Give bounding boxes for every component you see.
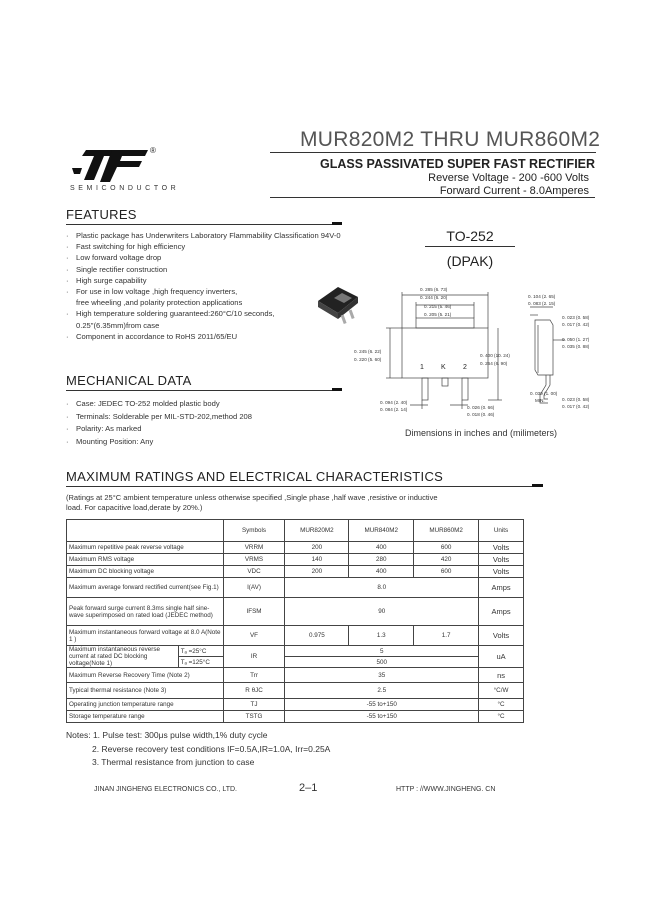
dim-label: 0. 084 (2. 14)	[380, 407, 408, 412]
param-cell: Maximum average forward rectified current(see Fig.1)	[67, 578, 224, 598]
package-name: TO-252	[446, 228, 494, 244]
table-row	[67, 566, 524, 578]
value-cell: -55 to+150	[285, 699, 479, 711]
table-row	[67, 598, 524, 626]
ratings-heading: MAXIMUM RATINGS AND ELECTRICAL CHARACTERISTICS	[66, 469, 444, 484]
unit-cell: Volts	[479, 566, 524, 578]
table-row	[67, 646, 524, 657]
symbol-cell: IR	[223, 646, 285, 668]
value-cell: -55 to+150	[285, 711, 479, 723]
condition-cell: Tₐ =25°C	[178, 646, 223, 657]
dim-label: 0. 023 (0. 58)	[562, 315, 590, 320]
unit-cell: ns	[479, 668, 524, 683]
table-row	[67, 699, 524, 711]
notes-label: Notes:	[66, 730, 91, 740]
param-cell: Storage temperature range	[67, 711, 224, 723]
table-row	[67, 542, 524, 554]
package-alt-name: (DPAK)	[446, 253, 494, 269]
table-row	[67, 683, 524, 699]
unit-cell: uA	[479, 646, 524, 668]
column-header: MUR840M2	[349, 520, 414, 542]
dim-label: 0. 026 (0. 66)	[467, 405, 495, 410]
note-item: 3. Thermal resistance from junction to case	[92, 757, 255, 767]
dimensions-caption: Dimensions in inches and (milimeters)	[405, 428, 558, 438]
list-item: · Mounting Position: Any	[66, 436, 154, 446]
dim-label: 0. 205 (5. 21)	[424, 312, 452, 317]
param-cell: Typical thermal resistance (Note 3)	[67, 683, 224, 699]
document-subtitle: GLASS PASSIVATED SUPER FAST RECTIFIER	[320, 157, 596, 171]
unit-cell: Volts	[479, 542, 524, 554]
column-header: MUR860M2	[414, 520, 479, 542]
features-rule-accent	[332, 222, 342, 225]
param-cell: Maximum repetitive peak reverse voltage	[67, 542, 224, 554]
list-item-continuation: 0.25"(6.35mm)from case	[76, 320, 160, 330]
ratings-rule	[66, 486, 543, 487]
value-cell: 35	[285, 668, 479, 683]
list-item: · High temperature soldering guaranteed:260°C/10 seconds,	[66, 309, 275, 319]
ratings-rule-accent	[532, 484, 543, 487]
document-title: MUR820M2 THRU MUR860M2	[300, 128, 601, 151]
value-cell: 280	[349, 554, 414, 566]
features-heading: FEATURES	[66, 207, 137, 222]
dim-label: 0. 017 (0. 42)	[562, 322, 590, 327]
list-item: · Case: JEDEC TO-252 molded plastic body	[66, 399, 220, 408]
symbol-cell: IFSM	[223, 598, 285, 626]
symbol-cell: TJ	[223, 699, 285, 711]
unit-cell: Amps	[479, 598, 524, 626]
list-item: · Single rectifier construction	[66, 264, 168, 274]
page-number: 2–1	[299, 782, 318, 794]
reverse-voltage-spec: Reverse Voltage - 200 -600 Volts	[428, 172, 589, 184]
package-label	[425, 228, 515, 269]
dim-label: 0. 400 (10. 24)	[480, 353, 510, 358]
dim-label: 0. 285 (6. 73)	[420, 287, 448, 292]
unit-cell: °C	[479, 711, 524, 723]
dim-label: 0. 018 (0. 46)	[467, 412, 495, 417]
mechanical-rule-accent	[332, 388, 342, 391]
value-cell: 200	[285, 542, 349, 554]
value-cell: 600	[414, 566, 479, 578]
list-item: · Terminals: Solderable per MIL-STD-202,method 208	[66, 411, 253, 421]
mechanical-list	[66, 398, 386, 448]
list-item: · Polarity: As marked	[66, 424, 142, 433]
ratings-note	[66, 493, 486, 513]
value-cell: 1.3	[349, 626, 414, 646]
table-row	[67, 711, 524, 723]
param-cell: Operating junction temperature range	[67, 699, 224, 711]
subtitle-rule	[270, 197, 595, 198]
condition-cell: Tₐ =125°C	[178, 657, 223, 668]
list-item: · High surge capability	[66, 275, 147, 285]
ratings-note-line: (Ratings at 25°C ambient temperature unless otherwise specified ,Single phase ,half wave ,resistive or inductive	[66, 493, 438, 502]
value-cell: 400	[349, 542, 414, 554]
table-row	[67, 578, 524, 598]
list-item: · For use in low voltage ,high frequency inverters,	[66, 287, 238, 297]
mechanical-rule	[66, 390, 342, 391]
unit-cell: °C/W	[479, 683, 524, 699]
dim-label: 0. 094 (2. 40)	[380, 400, 408, 405]
note-item: 2. Reverse recovery test conditions IF=0.5A,IR=1.0A, Irr=0.25A	[92, 743, 331, 754]
symbol-cell: I(AV)	[223, 578, 285, 598]
ratings-table	[66, 519, 524, 723]
pin-label: 2	[463, 364, 467, 371]
param-cell: Maximum DC blocking voltage	[67, 566, 224, 578]
value-cell: 5	[285, 646, 479, 657]
value-cell: 90	[285, 598, 479, 626]
table-header-row	[67, 520, 524, 542]
value-cell: 400	[349, 566, 414, 578]
column-header: MUR820M2	[285, 520, 349, 542]
column-header: Symbols	[223, 520, 285, 542]
dim-label: 0. 220 (5. 60)	[354, 357, 382, 362]
table-row	[67, 668, 524, 683]
symbol-cell: VRMS	[223, 554, 285, 566]
dim-label: 0. 215 (5. 46)	[424, 304, 452, 309]
param-cell: Maximum Reverse Recovery Time (Note 2)	[67, 668, 224, 683]
param-cell: Maximum instantaneous reverse current at rated DC blocking voltage(Note 1)	[67, 646, 179, 668]
value-cell: 8.0	[285, 578, 479, 598]
value-cell: 500	[285, 657, 479, 668]
notes-block	[66, 729, 330, 770]
footer-company: JINAN JINGHENG ELECTRONICS CO., LTD.	[94, 786, 237, 793]
list-item: · Component in accordance to RoHS 2011/65/EU	[66, 331, 238, 341]
unit-cell: Amps	[479, 578, 524, 598]
pin-label: 1	[420, 364, 424, 371]
list-item: · Plastic package has Underwriters Laboratory Flammability Classification 94V-0	[66, 231, 341, 240]
value-cell: 600	[414, 542, 479, 554]
package-outline-drawing	[350, 285, 595, 425]
forward-current-spec: Forward Current - 8.0Amperes	[439, 185, 589, 197]
list-item: · Fast switching for high efficiency	[66, 242, 186, 252]
table-row	[67, 554, 524, 566]
list-item: · Low forward voltage drop	[66, 253, 162, 263]
mechanical-heading: MECHANICAL DATA	[66, 373, 192, 388]
table-row	[67, 626, 524, 646]
value-cell: 140	[285, 554, 349, 566]
symbol-cell: VF	[223, 626, 285, 646]
dim-label: 0. 017 (0. 42)	[562, 404, 590, 409]
ratings-note-line: load. For capacitive load,derate by 20%.)	[66, 503, 203, 512]
symbol-cell: VRRM	[223, 542, 285, 554]
company-logo	[72, 148, 152, 184]
list-item-continuation: free wheeling ,and polarity protection applications	[76, 298, 243, 308]
dim-label: 0. 023 (0. 58)	[562, 397, 590, 402]
symbol-cell: TSTG	[223, 711, 285, 723]
footer-url: HTTP : //WWW.JINGHENG. CN	[396, 786, 496, 793]
symbol-cell: VDC	[223, 566, 285, 578]
dim-label: 0. 050 (1. 27)	[562, 337, 590, 342]
unit-cell: °C	[479, 699, 524, 711]
value-cell: 1.7	[414, 626, 479, 646]
symbol-cell: Trr	[223, 668, 285, 683]
brand-tagline: SEMICONDUCTOR	[70, 185, 180, 192]
dim-label: 0. 039 (1. 00)	[530, 391, 558, 396]
dim-label: 0. 083 (2. 15)	[528, 301, 556, 306]
dim-label: MIN.	[535, 398, 545, 403]
symbol-cell: R θJC	[223, 683, 285, 699]
unit-cell: Volts	[479, 626, 524, 646]
param-cell: Maximum RMS voltage	[67, 554, 224, 566]
unit-cell: Volts	[479, 554, 524, 566]
features-rule	[66, 224, 342, 225]
dim-label: 0. 245 (6. 22)	[354, 349, 382, 354]
dim-label: 0. 104 (2. 65)	[528, 294, 556, 299]
pin-label: K	[441, 364, 446, 371]
value-cell: 200	[285, 566, 349, 578]
param-cell: Peak forward surge current 8.3ms single half sine-wave superimposed on rated load (JEDEC method)	[67, 598, 224, 626]
column-header: Units	[479, 520, 524, 542]
note-item: 1. Pulse test: 300μs pulse width,1% duty cycle	[92, 730, 268, 740]
param-cell: Maximum instantaneous forward voltage at 8.0 A(Note 1 )	[67, 626, 224, 646]
dim-label: 0. 035 (0. 88)	[562, 344, 590, 349]
package-rule	[425, 246, 515, 247]
value-cell: 2.5	[285, 683, 479, 699]
value-cell: 420	[414, 554, 479, 566]
dim-label: 0. 244 (6. 20)	[420, 295, 448, 300]
title-rule	[270, 152, 596, 153]
value-cell: 0.975	[285, 626, 349, 646]
registered-mark: ®	[150, 146, 156, 155]
dim-label: 0. 264 (6. 90)	[480, 361, 508, 366]
